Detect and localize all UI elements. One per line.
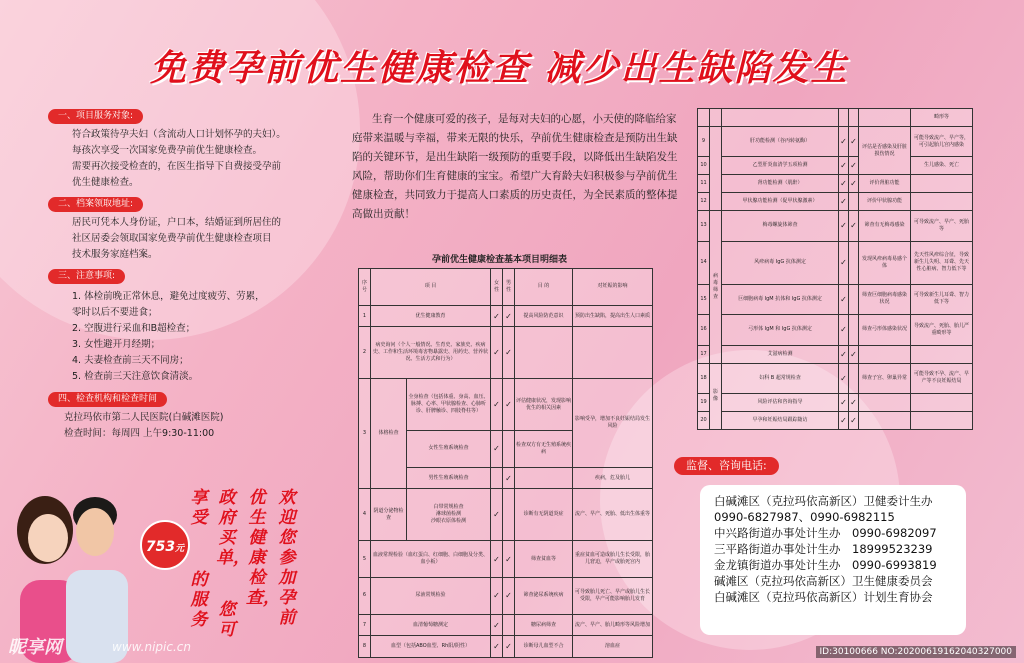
table-row (359, 379, 653, 431)
table-cell: 筛查泌尿系统疾病 (515, 578, 573, 615)
table-cell: 4 (359, 489, 371, 541)
table-cell (911, 193, 973, 211)
contact-line: 金龙镇街道办事处计生办 0990-6993819 (714, 558, 937, 572)
check-mark: ✓ (503, 327, 515, 379)
checkup-items-table (358, 268, 653, 658)
table-cell (573, 327, 653, 379)
table-cell: 14 (698, 241, 710, 284)
table-cell: 20 (698, 411, 710, 429)
table-cell: 影响受孕，增加不良妊娠结局发生风险 (573, 379, 653, 468)
section-line: 居民可凭本人身份证，户口本，结婚证到所居住的 (72, 217, 282, 228)
table-cell: 乙型肝炎血清学五项检测 (722, 157, 839, 175)
checkup-items-table-continued (697, 108, 973, 430)
table-cell (849, 193, 859, 211)
table-row (698, 193, 973, 211)
table-cell: 溶血症 (573, 636, 653, 658)
table-cell: 8 (359, 636, 371, 658)
check-mark: ✓ (491, 636, 503, 658)
check-mark: ✓ (849, 394, 859, 412)
table-row (359, 327, 653, 379)
price-unit: 元 (175, 544, 185, 554)
check-mark: ✓ (503, 379, 515, 431)
check-mark: ✓ (849, 126, 859, 156)
table-cell: 诊断母儿血型不合 (515, 636, 573, 658)
table-cell (503, 431, 515, 468)
table-row (698, 345, 973, 363)
table-cell: 5 (359, 541, 371, 578)
section-line: 5. 检查前三天注意饮食清淡。 (72, 371, 199, 382)
sub-item: 白带常规检查 (433, 504, 464, 511)
table-cell: 糖尿病筛查 (515, 614, 573, 636)
table-row (359, 489, 653, 541)
table-cell: 梅毒螺旋体筛查 (722, 211, 839, 241)
table-cell: 12 (698, 193, 710, 211)
sub-item: 沙眼衣原体检测 (430, 518, 466, 525)
table-cell (503, 489, 515, 541)
check-mark: ✓ (839, 175, 849, 193)
table-cell (710, 126, 722, 210)
table-cell: 流产、早产、死胎、低出生体重等 (573, 489, 653, 541)
table-cell: 早孕和妊娠结局跟踪随访 (722, 411, 839, 429)
table-cell (710, 211, 722, 363)
table-cell: 疾病，危及胎儿 (573, 467, 653, 489)
contact-line: 白碱滩区（克拉玛依高新区）卫健委计生办 (714, 494, 933, 508)
table-row (698, 211, 973, 241)
check-mark: ✓ (491, 578, 503, 615)
section-line: 需要再次接受检查的，在医生指导下自费接受孕前 (72, 161, 282, 172)
contact-box (700, 485, 966, 635)
check-mark: ✓ (491, 541, 503, 578)
check-mark: ✓ (491, 489, 503, 541)
table-cell: 17 (698, 345, 710, 363)
check-mark: ✓ (839, 284, 849, 314)
table-cell: 艾滋病检测 (722, 345, 839, 363)
check-mark: ✓ (491, 431, 503, 468)
contact-line: 中兴路街道办事处计生办 0990-6982097 (714, 526, 937, 540)
table-cell: 19 (698, 394, 710, 412)
table-cell: 肾功能检测（肌酐） (722, 175, 839, 193)
section-label: 一、项目服务对象: (48, 109, 143, 124)
table-cell: 15 (698, 284, 710, 314)
table-cell (911, 411, 973, 429)
check-mark: ✓ (491, 327, 503, 379)
table-row (359, 614, 653, 636)
woman-face (28, 514, 68, 562)
table-row (698, 241, 973, 284)
table-cell (722, 109, 839, 127)
table-cell: 尿液常规检验 (371, 578, 491, 615)
table-cell (849, 241, 859, 284)
table-cell: 生儿感染、死亡 (911, 157, 973, 175)
table-cell (911, 345, 973, 363)
table-cell: 评价肾脏功能 (859, 175, 911, 193)
table-cell: 提高风险防范意识 (515, 305, 573, 327)
table-cell: 男性生殖系统检查 (407, 467, 491, 489)
section-line: 符合政策待孕夫妇（含流动人口计划怀孕的夫妇）。 (72, 129, 286, 140)
check-mark: ✓ (839, 315, 849, 345)
check-mark: ✓ (491, 614, 503, 636)
slogan-column: 享受 (190, 488, 208, 528)
table-header: 女性 (491, 269, 503, 306)
table-cell: 2 (359, 327, 371, 379)
check-mark: ✓ (849, 175, 859, 193)
table-cell (849, 315, 859, 345)
table-cell: 18 (698, 363, 710, 393)
table-cell: 畸形等 (911, 109, 973, 127)
watermark-id: ID:30100666 NO:20200619162040327000 (816, 646, 1017, 658)
check-mark: ✓ (503, 636, 515, 658)
table-cell (710, 363, 722, 429)
slogan-column: 政府买单， (216, 488, 250, 568)
check-mark: ✓ (503, 541, 515, 578)
table-header: 项 目 (371, 269, 491, 306)
check-mark: ✓ (503, 305, 515, 327)
table-cell (839, 109, 849, 127)
check-mark: ✓ (849, 345, 859, 363)
section-line: 克拉玛依市第二人民医院(白碱滩医院) (64, 412, 224, 423)
table-cell: 妇科 B 超常规检查 (722, 363, 839, 393)
table-row (359, 636, 653, 658)
table-cell: 检查双方有无生殖系统疾病 (515, 431, 573, 468)
table-cell: 重症贫血可造成胎儿生长受限，胎儿窘迫，早产或胎死宫内 (573, 541, 653, 578)
table-header: 男性 (503, 269, 515, 306)
table-cell: 优生健康教育 (371, 305, 491, 327)
section-line: 3. 女性避开月经期； (72, 339, 161, 350)
table-cell: 可能导致不孕、流产、早产等不良妊娠结局 (911, 363, 973, 393)
table-cell: 血型（包括ABO血型、Rh阳/阴性） (371, 636, 491, 658)
table-cell: 11 (698, 175, 710, 193)
table-cell: 可能导致流产、早产等，可引起胎儿宫内感染 (911, 126, 973, 156)
section-line: 2. 空腹进行采血和B超检查； (72, 323, 196, 334)
section-line: 优生健康检查。 (72, 177, 139, 188)
table-cell (710, 109, 722, 127)
table-cell: 全身检查（包括体重、身高、血压、脉搏、心率、甲状腺检查、心肺听诊、肝脾触诊、四肢脊柱等） (407, 379, 491, 431)
section-body (72, 127, 286, 191)
section-line: 1. 体检前晚正常休息，避免过度疲劳、劳累， (72, 291, 265, 302)
side-label: 筛 (712, 286, 718, 293)
contact-line: 碱滩区（克拉玛依高新区）卫生健康委员会 (714, 574, 933, 588)
table-cell: 甲状腺功能检测（促甲状腺激素） (722, 193, 839, 211)
sub-item: 淋球菌检测 (435, 511, 461, 518)
side-label: 影 (712, 389, 718, 396)
table-row (698, 363, 973, 393)
table-row (359, 305, 653, 327)
table-row (359, 541, 653, 578)
table-cell: 13 (698, 211, 710, 241)
table-cell: 女性生殖系统检查 (407, 431, 491, 468)
check-mark: ✓ (839, 345, 849, 363)
table-cell: 可导致流产、早产、死胎等 (911, 211, 973, 241)
table-cell: 筛查子宫、卵巢异常 (859, 363, 911, 393)
check-mark: ✓ (503, 467, 515, 489)
table-title: 孕前优生健康检查基本项目明细表 (432, 255, 568, 265)
table-cell: 筛查有无梅毒感染 (859, 211, 911, 241)
man-face (76, 508, 114, 556)
check-mark: ✓ (491, 379, 503, 431)
table-cell: 流产、早产、胎儿畸形等风险增加 (573, 614, 653, 636)
section-line: 社区居委会领取国家免费孕前优生健康检查项目 (72, 233, 272, 244)
section-line: 检查时间：每周四 上午9:30-11:00 (64, 428, 215, 439)
table-cell: 1 (359, 305, 371, 327)
section-line: 技术服务家庭档案。 (72, 249, 158, 260)
section-label: 二、档案领取地址: (48, 197, 143, 212)
section-line: 4. 夫妻检查前三天不同房； (72, 355, 189, 366)
table-cell: 肝功能检测（谷丙转氨酶） (722, 126, 839, 156)
table-cell: 筛查巨细胞病毒感染状况 (859, 284, 911, 314)
check-mark: ✓ (839, 394, 849, 412)
slogan-column: 欢迎您参加孕前 (278, 488, 296, 628)
watermark-url: www.nipic.cn (112, 640, 191, 654)
table-header: 对妊娠的影响 (573, 269, 653, 306)
check-mark: ✓ (839, 157, 849, 175)
table-cell: 筛查贫血等 (515, 541, 573, 578)
section-line: 零时以后不要进食； (72, 307, 158, 318)
table-cell: 血清葡萄糖测定 (371, 614, 491, 636)
check-mark: ✓ (839, 126, 849, 156)
table-row (698, 394, 973, 412)
table-row (698, 411, 973, 429)
table-header: 目 的 (515, 269, 573, 306)
table-cell: 体格检查 (371, 379, 407, 489)
table-cell: 7 (359, 614, 371, 636)
table-row (698, 109, 973, 127)
table-cell (859, 345, 911, 363)
check-mark: ✓ (839, 193, 849, 211)
table-cell: 评估是否感染及肝脏损伤情况 (859, 126, 911, 174)
table-cell (849, 109, 859, 127)
check-mark: ✓ (849, 157, 859, 175)
check-mark: ✓ (503, 578, 515, 615)
table-cell (849, 363, 859, 393)
side-label: 病 (712, 272, 718, 279)
table-cell (698, 109, 710, 127)
table-cell: 发现风疹病毒易感个体 (859, 241, 911, 284)
contact-phone: 0990-6827987、0990-6982115 (714, 510, 895, 524)
table-cell (503, 614, 515, 636)
table-row (698, 175, 973, 193)
check-mark: ✓ (849, 211, 859, 241)
table-cell: 弓形体 IgM 和 IgG 抗体测定 (722, 315, 839, 345)
check-mark: ✓ (839, 363, 849, 393)
table-cell (407, 489, 491, 541)
table-cell (849, 284, 859, 314)
table-cell: 病史询问（个人一般情况、生育史、家族史、疾病史、工作和生活环境毒害物暴露史、用药史、营养状况、生活方式和行为） (371, 327, 491, 379)
table-cell (859, 394, 911, 412)
table-cell (911, 394, 973, 412)
table-cell: 诊断有无阴道炎症 (515, 489, 573, 541)
table-cell (859, 411, 911, 429)
check-mark: ✓ (849, 411, 859, 429)
side-label: 查 (712, 293, 718, 300)
contact-line: 白碱滩区（克拉玛依高新区）计划生育协会 (714, 590, 933, 604)
table-row (698, 315, 973, 345)
table-cell: 6 (359, 578, 371, 615)
contact-label: 监督、咨询电话: (674, 457, 779, 475)
table-cell (491, 467, 503, 489)
watermark-brand: 昵享网 (8, 637, 62, 658)
slogan-column: 您可 (218, 600, 236, 640)
table-cell: 先天性风疹综合征，导致新生儿失明、耳聋、先天性心脏病、智力低下等 (911, 241, 973, 284)
side-label: 像 (712, 396, 718, 403)
table-cell (911, 175, 973, 193)
table-cell (515, 327, 573, 379)
intro-paragraph: 生育一个健康可爱的孩子，是每对夫妇的心愿，小天使的降临给家庭带来温暖与幸福，带来无限的快乐，孕前优生健康检查是预防出生缺陷的关键环节，是出生缺陷一级预防的重要手段，以降低出生缺陷发生风险，帮助你们生育健康的宝宝。希望广大育龄夫妇积极参与孕前优生健康检查，共同致力于提高人口素质的历史责任，为全民素质的整体提高做出贡献！ (352, 113, 678, 220)
table-cell: 9 (698, 126, 710, 156)
table-cell: 血液常规检验（血红蛋白、红细胞、白细胞及分类、血小板） (371, 541, 491, 578)
table-cell: 风险评估和咨询指导 (722, 394, 839, 412)
section-line: 每孩次享受一次国家免费孕前优生健康检查。 (72, 145, 263, 156)
table-header: 序号 (359, 269, 371, 306)
table-row (359, 578, 653, 615)
table-cell (859, 109, 911, 127)
side-label: 毒 (712, 279, 718, 286)
table-cell: 评价甲状腺功能 (859, 193, 911, 211)
page-title: 免费孕前优生健康检查 减少出生缺陷发生 (150, 47, 849, 89)
table-cell: 可导致新生儿耳聋、智力低下等 (911, 284, 973, 314)
table-cell: 风疹病毒 IgG 抗体测定 (722, 241, 839, 284)
slogan-column: 的服务 (190, 570, 208, 630)
section-label: 三、注意事项: (48, 269, 125, 284)
table-row (698, 126, 973, 156)
check-mark: ✓ (491, 305, 503, 327)
section-body (64, 410, 223, 442)
price-badge (140, 520, 190, 570)
table-cell: 评估健康状况，发现影响优生的相关因素 (515, 379, 573, 431)
section-label: 四、检查机构和检查时间 (48, 392, 167, 407)
table-cell: 阴道分泌物检查 (371, 489, 407, 541)
table-cell: 导致流产、死胎、胎儿严重畸形等 (911, 315, 973, 345)
table-header-row (359, 269, 653, 306)
table-cell: 巨细胞病毒 IgM 抗体和 IgG 抗体测定 (722, 284, 839, 314)
check-mark: ✓ (839, 411, 849, 429)
section-body (72, 215, 281, 263)
table-cell: 10 (698, 157, 710, 175)
table-row (698, 284, 973, 314)
section-body (72, 289, 265, 385)
price-value: 753 (145, 539, 176, 555)
table-cell: 16 (698, 315, 710, 345)
table-cell: 预防出生缺陷，提高出生人口素质 (573, 305, 653, 327)
check-mark: ✓ (839, 241, 849, 284)
table-cell (515, 467, 573, 489)
table-cell: 可导致胎儿死亡、早产或胎儿生长受限，早产可能影响胎儿发育 (573, 578, 653, 615)
check-mark: ✓ (839, 211, 849, 241)
contact-line: 三平路街道办事处计生办 18999523239 (714, 542, 933, 556)
table-cell: 3 (359, 379, 371, 489)
table-cell: 筛查弓形体感染状况 (859, 315, 911, 345)
slogan-column: 优生健康检查， (246, 488, 280, 608)
table-row (698, 157, 973, 175)
